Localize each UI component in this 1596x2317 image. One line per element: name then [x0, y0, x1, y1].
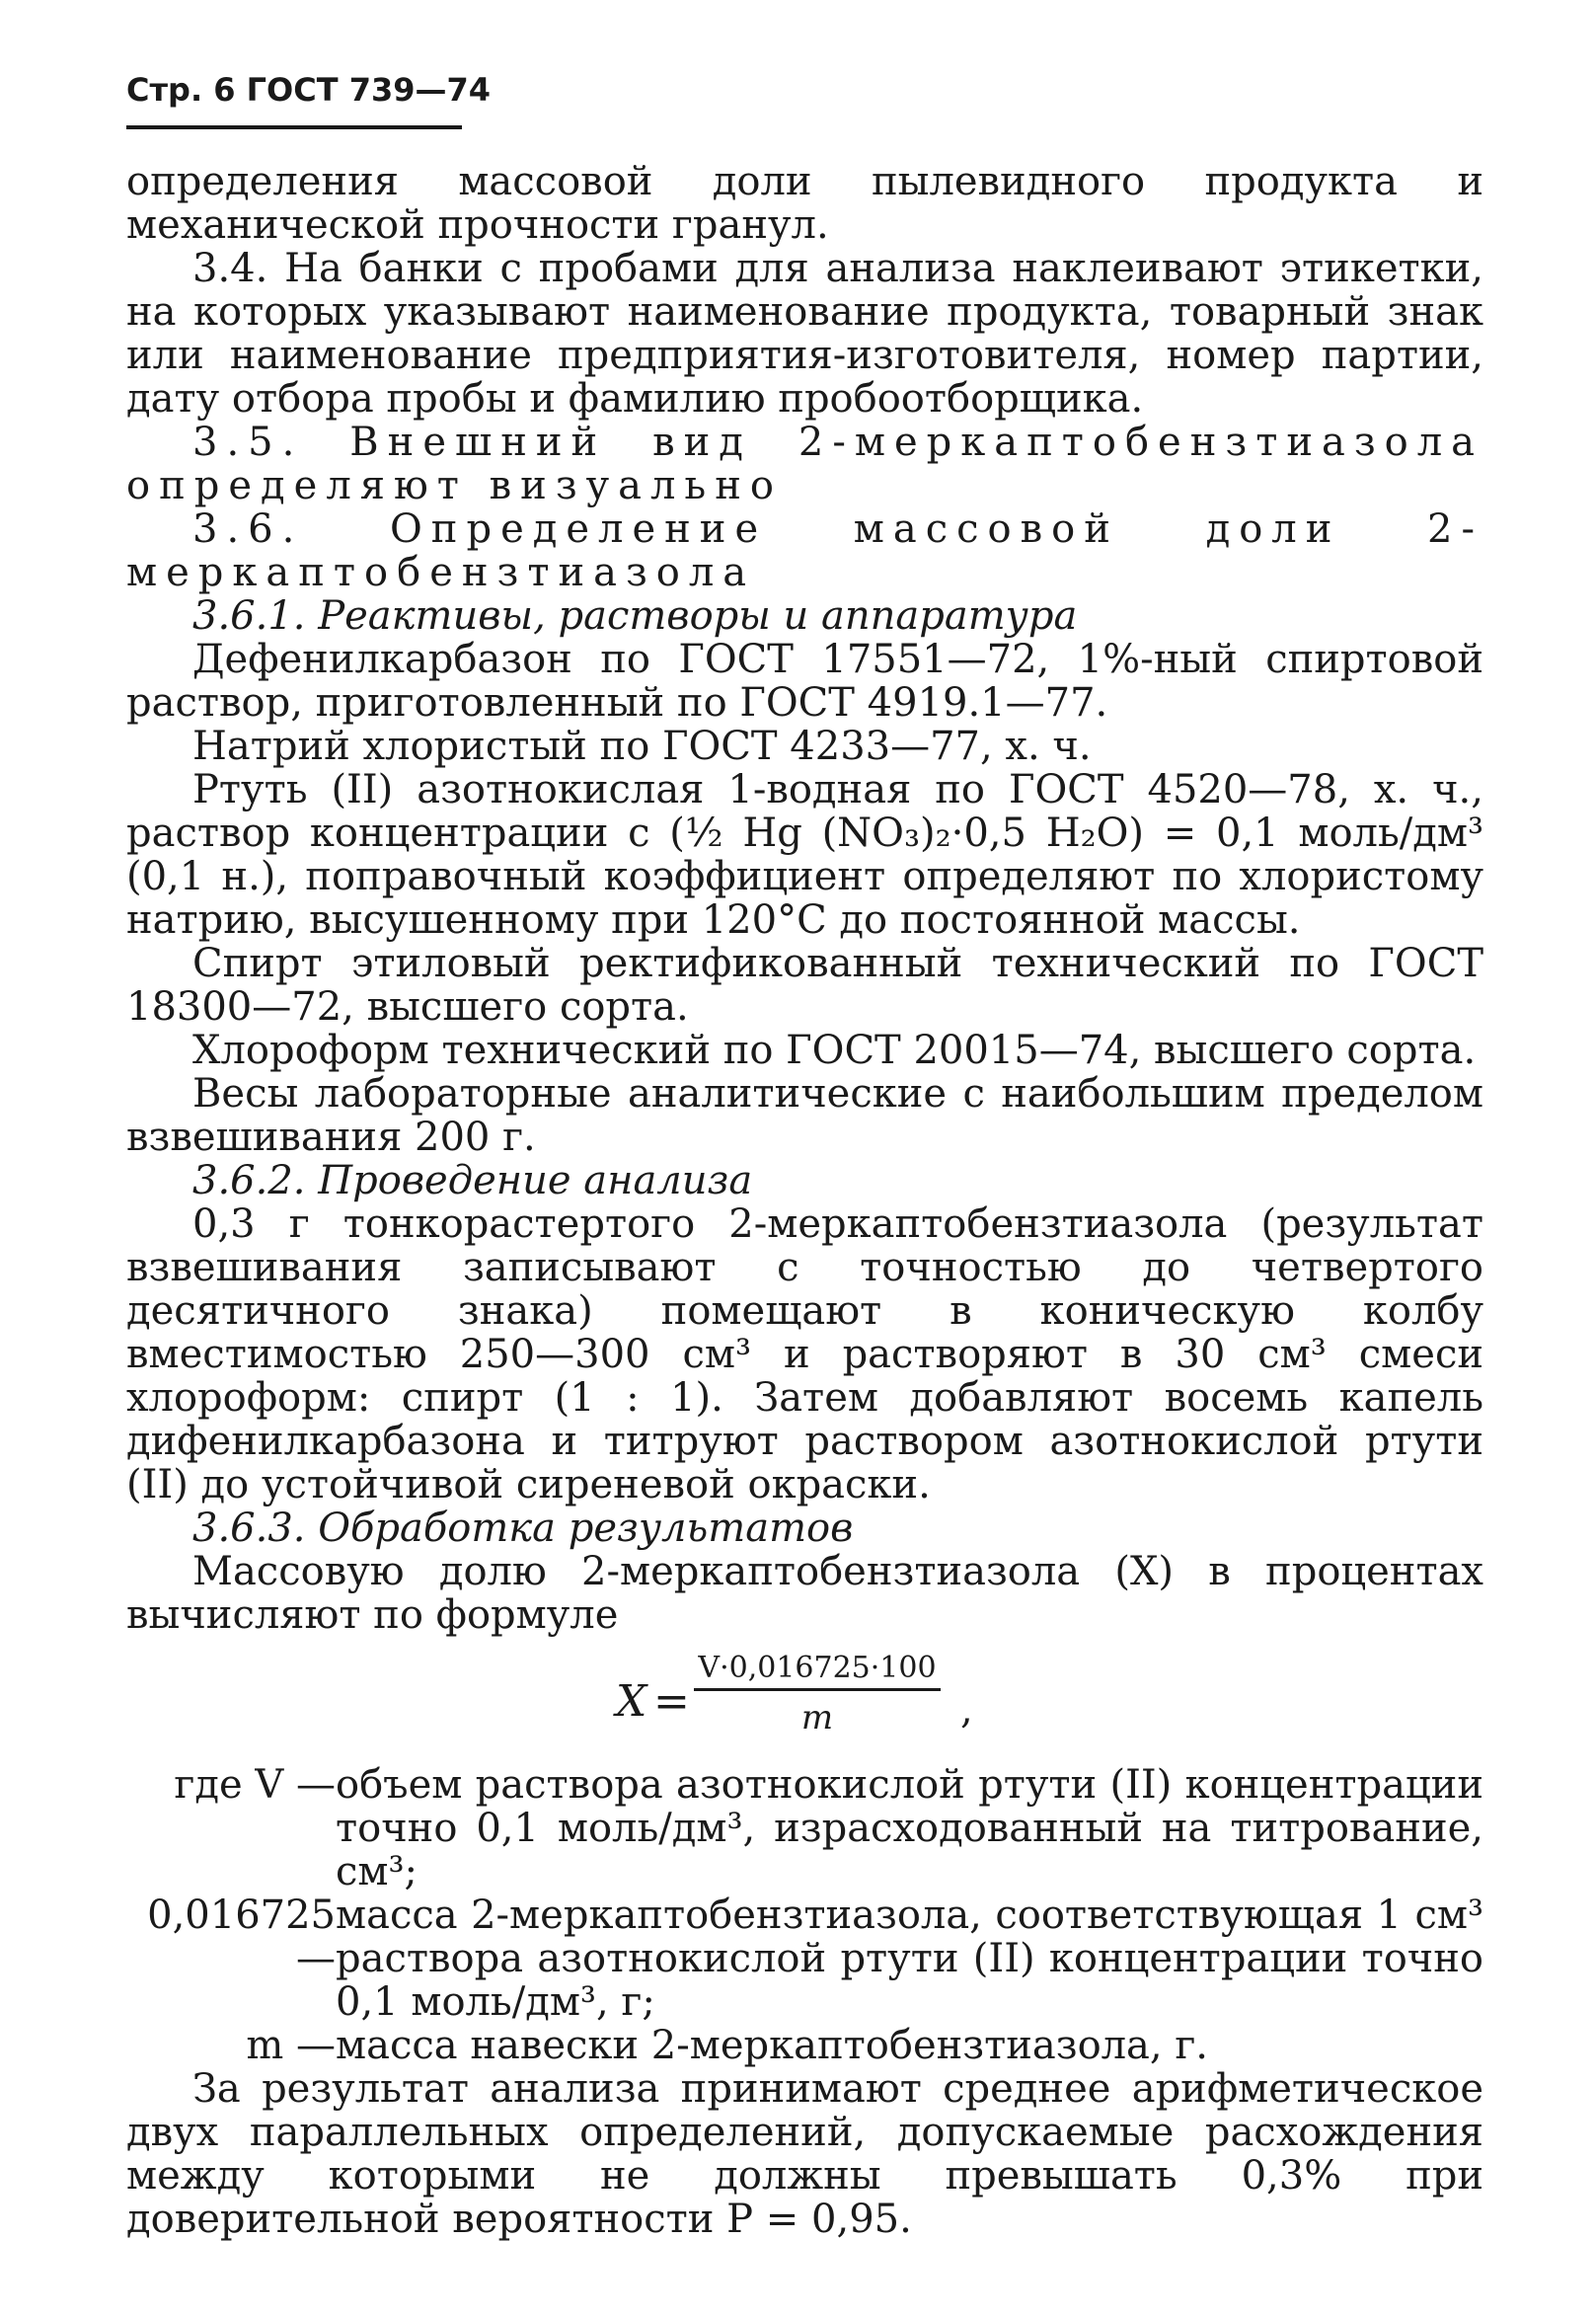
formula-intro: Массовую долю 2-меркаптобензтиазола (X) в процентах вычисляют по формуле	[126, 1549, 1483, 1638]
heading-3-6-3: 3.6.3. Обработка результатов	[192, 1506, 854, 1551]
formula-legend	[126, 1763, 1483, 2067]
legend-term: 0,016725—	[147, 1892, 336, 1981]
reagent-sodium-chloride: Натрий хлористый по ГОСТ 4233—77, х. ч.	[192, 724, 1092, 769]
legend-term: m —	[246, 2023, 336, 2068]
legend-item	[126, 2024, 1483, 2067]
result-paragraph: За результат анализа принимают среднее арифметическое двух параллельных определений, допускаемые расхождения между которыми не должны превышать 0,3% при доверительной вероятности P = 0,95.	[126, 2066, 1483, 2242]
reagent-mercury-nitrate-c: (0,1 н.), поправочный коэффициент определяют по хлористому натрию, высушенному при 120°C до постоянной массы.	[126, 854, 1483, 943]
reagent-mercury-nitrate	[126, 768, 1483, 942]
page-header: Стр. 6 ГОСТ 739—74	[126, 71, 492, 109]
reagent-diphenylcarbazone: Дефенилкарбазон по ГОСТ 17551—72, 1%-ный спиртовой раствор, приготовленный по ГОСТ 4919.1—77.	[126, 637, 1483, 726]
formula-numerator: V·0,016725·100	[698, 1651, 937, 1685]
reagent-concentration-expression: c (½ Hg (NO₃)₂·0,5 H₂O) = 0,1 моль/дм³	[628, 811, 1483, 856]
formula-equals: =	[653, 1676, 690, 1727]
reagent-mercury-nitrate-a: Ртуть (II) азотнокислая 1-водная по ГОСТ 4520—78, х. ч., раствор концентрации	[126, 767, 1483, 856]
formula-denominator: m	[800, 1698, 834, 1738]
formula	[126, 1643, 1483, 1755]
legend-definition: масса навески 2-меркаптобензтиазола, г.	[336, 2023, 1209, 2068]
paragraph-continuation: определения массовой доли пылевидного продукта и механической прочности гранул.	[126, 159, 1483, 248]
legend-definition: объем раствора азотнокислой ртути (II) концентрации точно 0,1 моль/дм³, израсходованный на титрование, см³;	[336, 1762, 1483, 1894]
heading-3-6: 3.6. Определение массовой доли 2-меркаптобензтиазола	[126, 506, 1483, 595]
paragraph-3-5: 3.5. Внешний вид 2-меркаптобензтиазола определяют визуально	[126, 420, 1483, 508]
equipment-scales: Весы лабораторные аналитические с наибольшим пределом взвешивания 200 г.	[126, 1071, 1483, 1160]
legend-term: где V —	[174, 1762, 336, 1808]
legend-definition: масса 2-меркаптобензтиазола, соответствующая 1 см³ раствора азотнокислой ртути (II) концентрации точно 0,1 моль/дм³, г;	[336, 1892, 1483, 2025]
paragraph-3-4: 3.4. На банки с пробами для анализа наклеивают этикетки, на которых указывают наименование продукта, товарный знак или наименование предприятия-изготовителя, номер партии, дату отбора пробы и фамилию пробоотборщика.	[126, 246, 1483, 422]
heading-3-6-2: 3.6.2. Проведение анализа	[192, 1158, 753, 1203]
legend-item	[126, 1893, 1483, 2024]
header-rule	[126, 125, 462, 129]
formula-comma: ,	[960, 1687, 973, 1733]
legend-item	[126, 1763, 1483, 1893]
formula-lhs: X	[616, 1676, 647, 1727]
heading-3-6-1: 3.6.1. Реактивы, растворы и аппаратура	[192, 593, 1078, 639]
document-body	[126, 160, 1483, 2241]
formula-fraction-bar	[694, 1688, 941, 1691]
reagent-ethanol: Спирт этиловый ректификованный технический по ГОСТ 18300—72, высшего сорта.	[126, 941, 1483, 1030]
analysis-procedure: 0,3 г тонкорастертого 2-меркаптобензтиазола (результат взвешивания записывают с точностью до четвертого десятичного знака) помещают в коническую колбу вместимостью 250—300 см³ и растворяют в 30 см³ смеси хлороформ: спирт (1 : 1). Затем добавляют восемь капель дифенилкарбазона и титруют раствором азотнокислой ртути (II) до устойчивой сиреневой окраски.	[126, 1201, 1483, 1507]
reagent-chloroform: Хлороформ технический по ГОСТ 20015—74, высшего сорта.	[192, 1028, 1477, 1073]
